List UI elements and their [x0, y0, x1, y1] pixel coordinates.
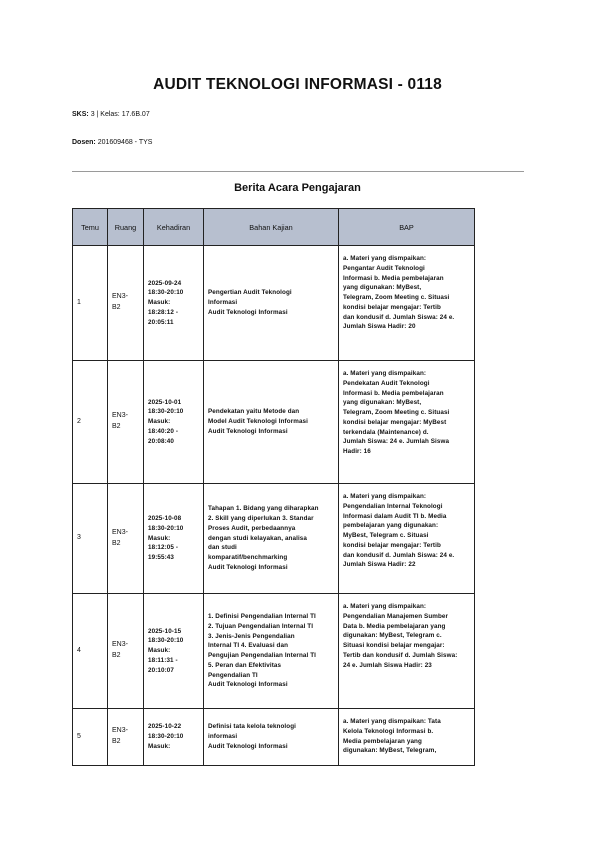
cell-kehadiran: 2025-09-24 18:30-20:10 Masuk: 18:28:12 - 20:05:11: [144, 246, 204, 361]
cell-bap: a. Materi yang dismpaikan: Pendekatan Audit Teknologi Informasi b. Media pembelajaran yang digunakan: MyBest, Telegram, Zoom Meeting c. Situasi kondisi belajar mengajar: MyBest terkendala (Maintenance) d. Jumlah Siswa: 24 e. Jumlah Siswa Hadir: 16: [339, 361, 475, 484]
cell-bahan-kajian: Definisi tata kelola teknologi informasi Audit Teknologi Informasi: [204, 709, 339, 766]
cell-kehadiran: 2025-10-08 18:30-20:10 Masuk: 18:12:05 - 19:55:43: [144, 484, 204, 594]
header-bap: BAP: [339, 209, 475, 246]
table-row: [73, 594, 475, 709]
cell-ruang: EN3- B2: [108, 246, 144, 361]
table-row: [73, 361, 475, 484]
sks-label: SKS:: [72, 111, 89, 118]
sks-kelas-value: 3 | Kelas: 17.6B.07: [90, 111, 150, 118]
sks-kelas-line: [72, 111, 150, 118]
cell-ruang: EN3- B2: [108, 709, 144, 766]
cell-kehadiran: 2025-10-01 18:30-20:10 Masuk: 18:40:20 - 20:08:40: [144, 361, 204, 484]
cell-temu: 5: [73, 709, 108, 766]
dosen-value: 201609468 - TYS: [97, 139, 153, 146]
cell-bap: a. Materi yang dismpaikan: Pengendalian Internal Teknologi Informasi dalam Audit TI b. Media pembelajaran yang digunakan: MyBest, Telegram c. Situasi kondisi belajar mengajar: Tertib dan kondusif d. Jumlah Siswa: 24 e. Jumlah Siswa Hadir: 22: [339, 484, 475, 594]
header-temu: Temu: [73, 209, 108, 246]
cell-temu: 4: [73, 594, 108, 709]
table-row: [73, 484, 475, 594]
cell-temu: 2: [73, 361, 108, 484]
cell-bap: a. Materi yang dismpaikan: Pengantar Audit Teknologi Informasi b. Media pembelajaran yang digunakan: MyBest, Telegram, Zoom Meeting c. Situasi kondisi belajar mengajar: Tertib dan kondusif d. Jumlah Siswa: 24 e. Jumlah Siswa Hadir: 20: [339, 246, 475, 361]
cell-bahan-kajian: Pengertian Audit Teknologi Informasi Audit Teknologi Informasi: [204, 246, 339, 361]
cell-ruang: EN3- B2: [108, 484, 144, 594]
table-row: [73, 709, 475, 766]
cell-temu: 3: [73, 484, 108, 594]
cell-kehadiran: 2025-10-15 18:30-20:10 Masuk: 18:11:31 - 20:10:07: [144, 594, 204, 709]
cell-bap: a. Materi yang dismpaikan: Pengendalian Manajemen Sumber Data b. Media pembelajaran yang digunakan: MyBest, Telegram c. Situasi kondisi belajar mengajar: Tertib dan kondusif d. Jumlah Siswa: 24 e. Jumlah Siswa Hadir: 23: [339, 594, 475, 709]
cell-bahan-kajian: Tahapan 1. Bidang yang diharapkan 2. Skill yang diperlukan 3. Standar Proses Audit, perbedaannya dengan studi kelayakan, analisa dan studi komparatif/benchmarking Audit Teknologi Informasi: [204, 484, 339, 594]
cell-ruang: EN3- B2: [108, 594, 144, 709]
dosen-label: Dosen:: [72, 139, 96, 146]
section-title: Berita Acara Pengajaran: [234, 182, 361, 194]
header-kehadiran: Kehadiran: [144, 209, 204, 246]
cell-bahan-kajian: Pendekatan yaitu Metode dan Model Audit Teknologi Informasi Audit Teknologi Informasi: [204, 361, 339, 484]
cell-kehadiran: 2025-10-22 18:30-20:10 Masuk:: [144, 709, 204, 766]
header-ruang: Ruang: [108, 209, 144, 246]
page-title: AUDIT TEKNOLOGI INFORMASI - 0118: [153, 76, 442, 93]
table-row: [73, 246, 475, 361]
cell-bahan-kajian: 1. Definisi Pengendalian Internal TI 2. Tujuan Pengendalian Internal TI 3. Jenis-Jenis Pengendalian Internal TI 4. Evaluasi dan Pengujian Pengendalian Internal TI 5. Peran dan Efektivitas Pengendalian TI Audit Teknologi Informasi: [204, 594, 339, 709]
table-header-row: [73, 209, 475, 246]
dosen-line: [72, 139, 152, 146]
cell-bap: a. Materi yang dismpaikan: Tata Kelola Teknologi Informasi b. Media pembelajaran yang digunakan: MyBest, Telegram,: [339, 709, 475, 766]
divider: [72, 171, 524, 172]
header-bahan-kajian: Bahan Kajian: [204, 209, 339, 246]
cell-temu: 1: [73, 246, 108, 361]
cell-ruang: EN3- B2: [108, 361, 144, 484]
bap-table: [72, 208, 475, 766]
